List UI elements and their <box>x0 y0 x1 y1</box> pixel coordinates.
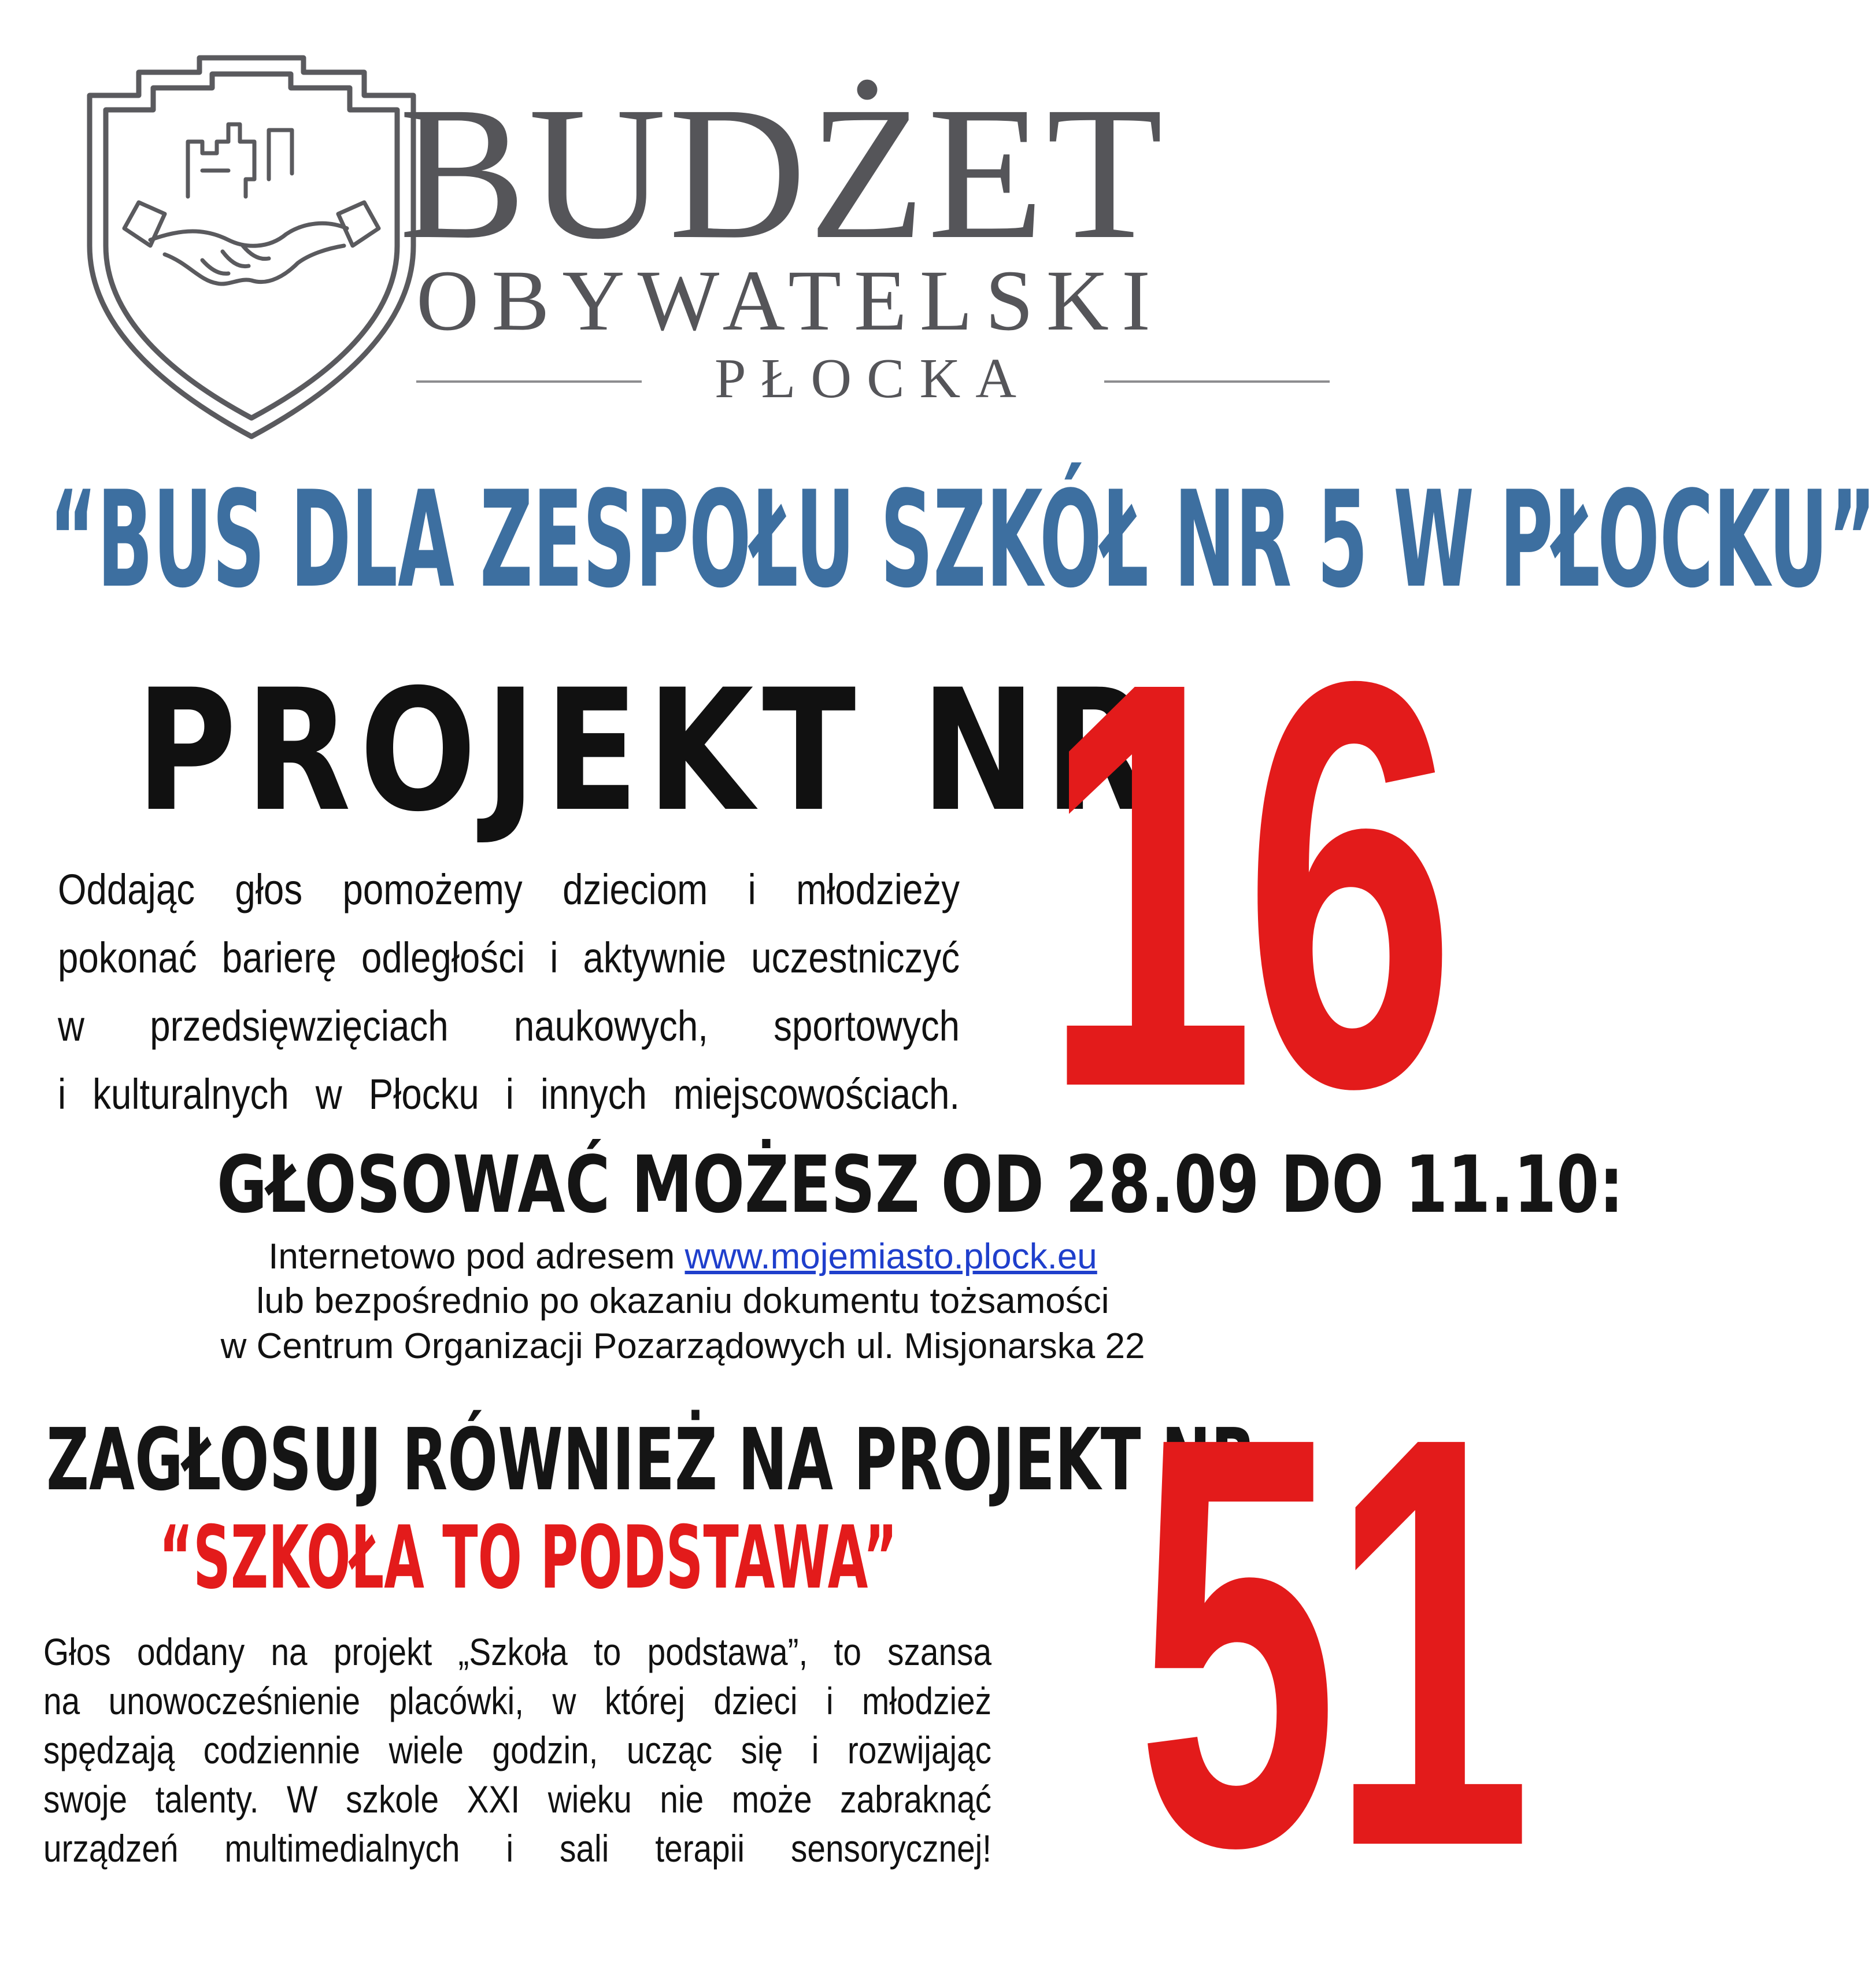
divider-left <box>416 380 642 383</box>
description-line: spędzają codziennie wiele godzin, ucząc się i rozwijając <box>43 1729 992 1771</box>
project-title: “BUS DLA ZESPOŁU SZKÓŁ NR 5 W PŁOCKU” <box>49 463 1876 617</box>
voting-online-line <box>0 1234 1366 1279</box>
divider-right <box>1104 380 1330 383</box>
second-project-heading: ZAGŁOSUJ RÓWNIEŻ NA PROJEKT NR <box>46 1410 1257 1510</box>
project-description <box>58 856 960 1129</box>
brand-city: PŁOCKA <box>714 347 1032 410</box>
second-project-number: 51 <box>1136 1316 1525 1968</box>
budget-shield-logo-icon <box>55 55 448 448</box>
project-number-label: PROJEKT NR <box>136 654 1159 849</box>
brand-subtitle: OBYWATELSKI <box>416 253 1163 349</box>
brand-title: BUDŻET <box>399 68 1165 279</box>
description-line: Oddając głos pomożemy dzieciom i młodzieży <box>58 865 960 913</box>
description-line: pokonać barierę odległości i aktywnie uczestniczyć <box>58 934 960 982</box>
voting-website-link[interactable]: www.mojemiasto.plock.eu <box>684 1237 1097 1277</box>
description-line: i kulturalnych w Płocku i innych miejscowościach. <box>58 1070 960 1118</box>
description-line: swoje talenty. W szkole XXI wieku nie może zabraknąć <box>43 1778 992 1821</box>
description-line: na unowocześnienie placówki, w której dzieci i młodzież <box>43 1680 992 1722</box>
brand-city-row <box>416 347 1330 410</box>
description-line: w przedsięwzięciach naukowych, sportowych <box>58 1002 960 1050</box>
voting-address-line: w Centrum Organizacji Pozarządowych ul. Misjonarska 22 <box>220 1326 1145 1366</box>
voting-heading: GŁOSOWAĆ MOŻESZ OD 28.09 DO 11.10: <box>217 1140 1624 1231</box>
description-line: Głos oddany na projekt „Szkoła to podstawa”, to szansa <box>43 1630 992 1673</box>
project-number: 16 <box>1042 561 1445 1207</box>
second-project-description <box>43 1627 991 1873</box>
second-project-title: “SZKOŁA TO PODSTAWA” <box>159 1508 898 1608</box>
voting-online-text: Internetowo pod adresem <box>268 1237 685 1277</box>
voting-in-person-line: lub bezpośrednio po okazaniu dokumentu tożsamości <box>256 1281 1109 1321</box>
description-line: urządzeń multimedialnych i sali terapii sensorycznej! <box>43 1827 992 1870</box>
